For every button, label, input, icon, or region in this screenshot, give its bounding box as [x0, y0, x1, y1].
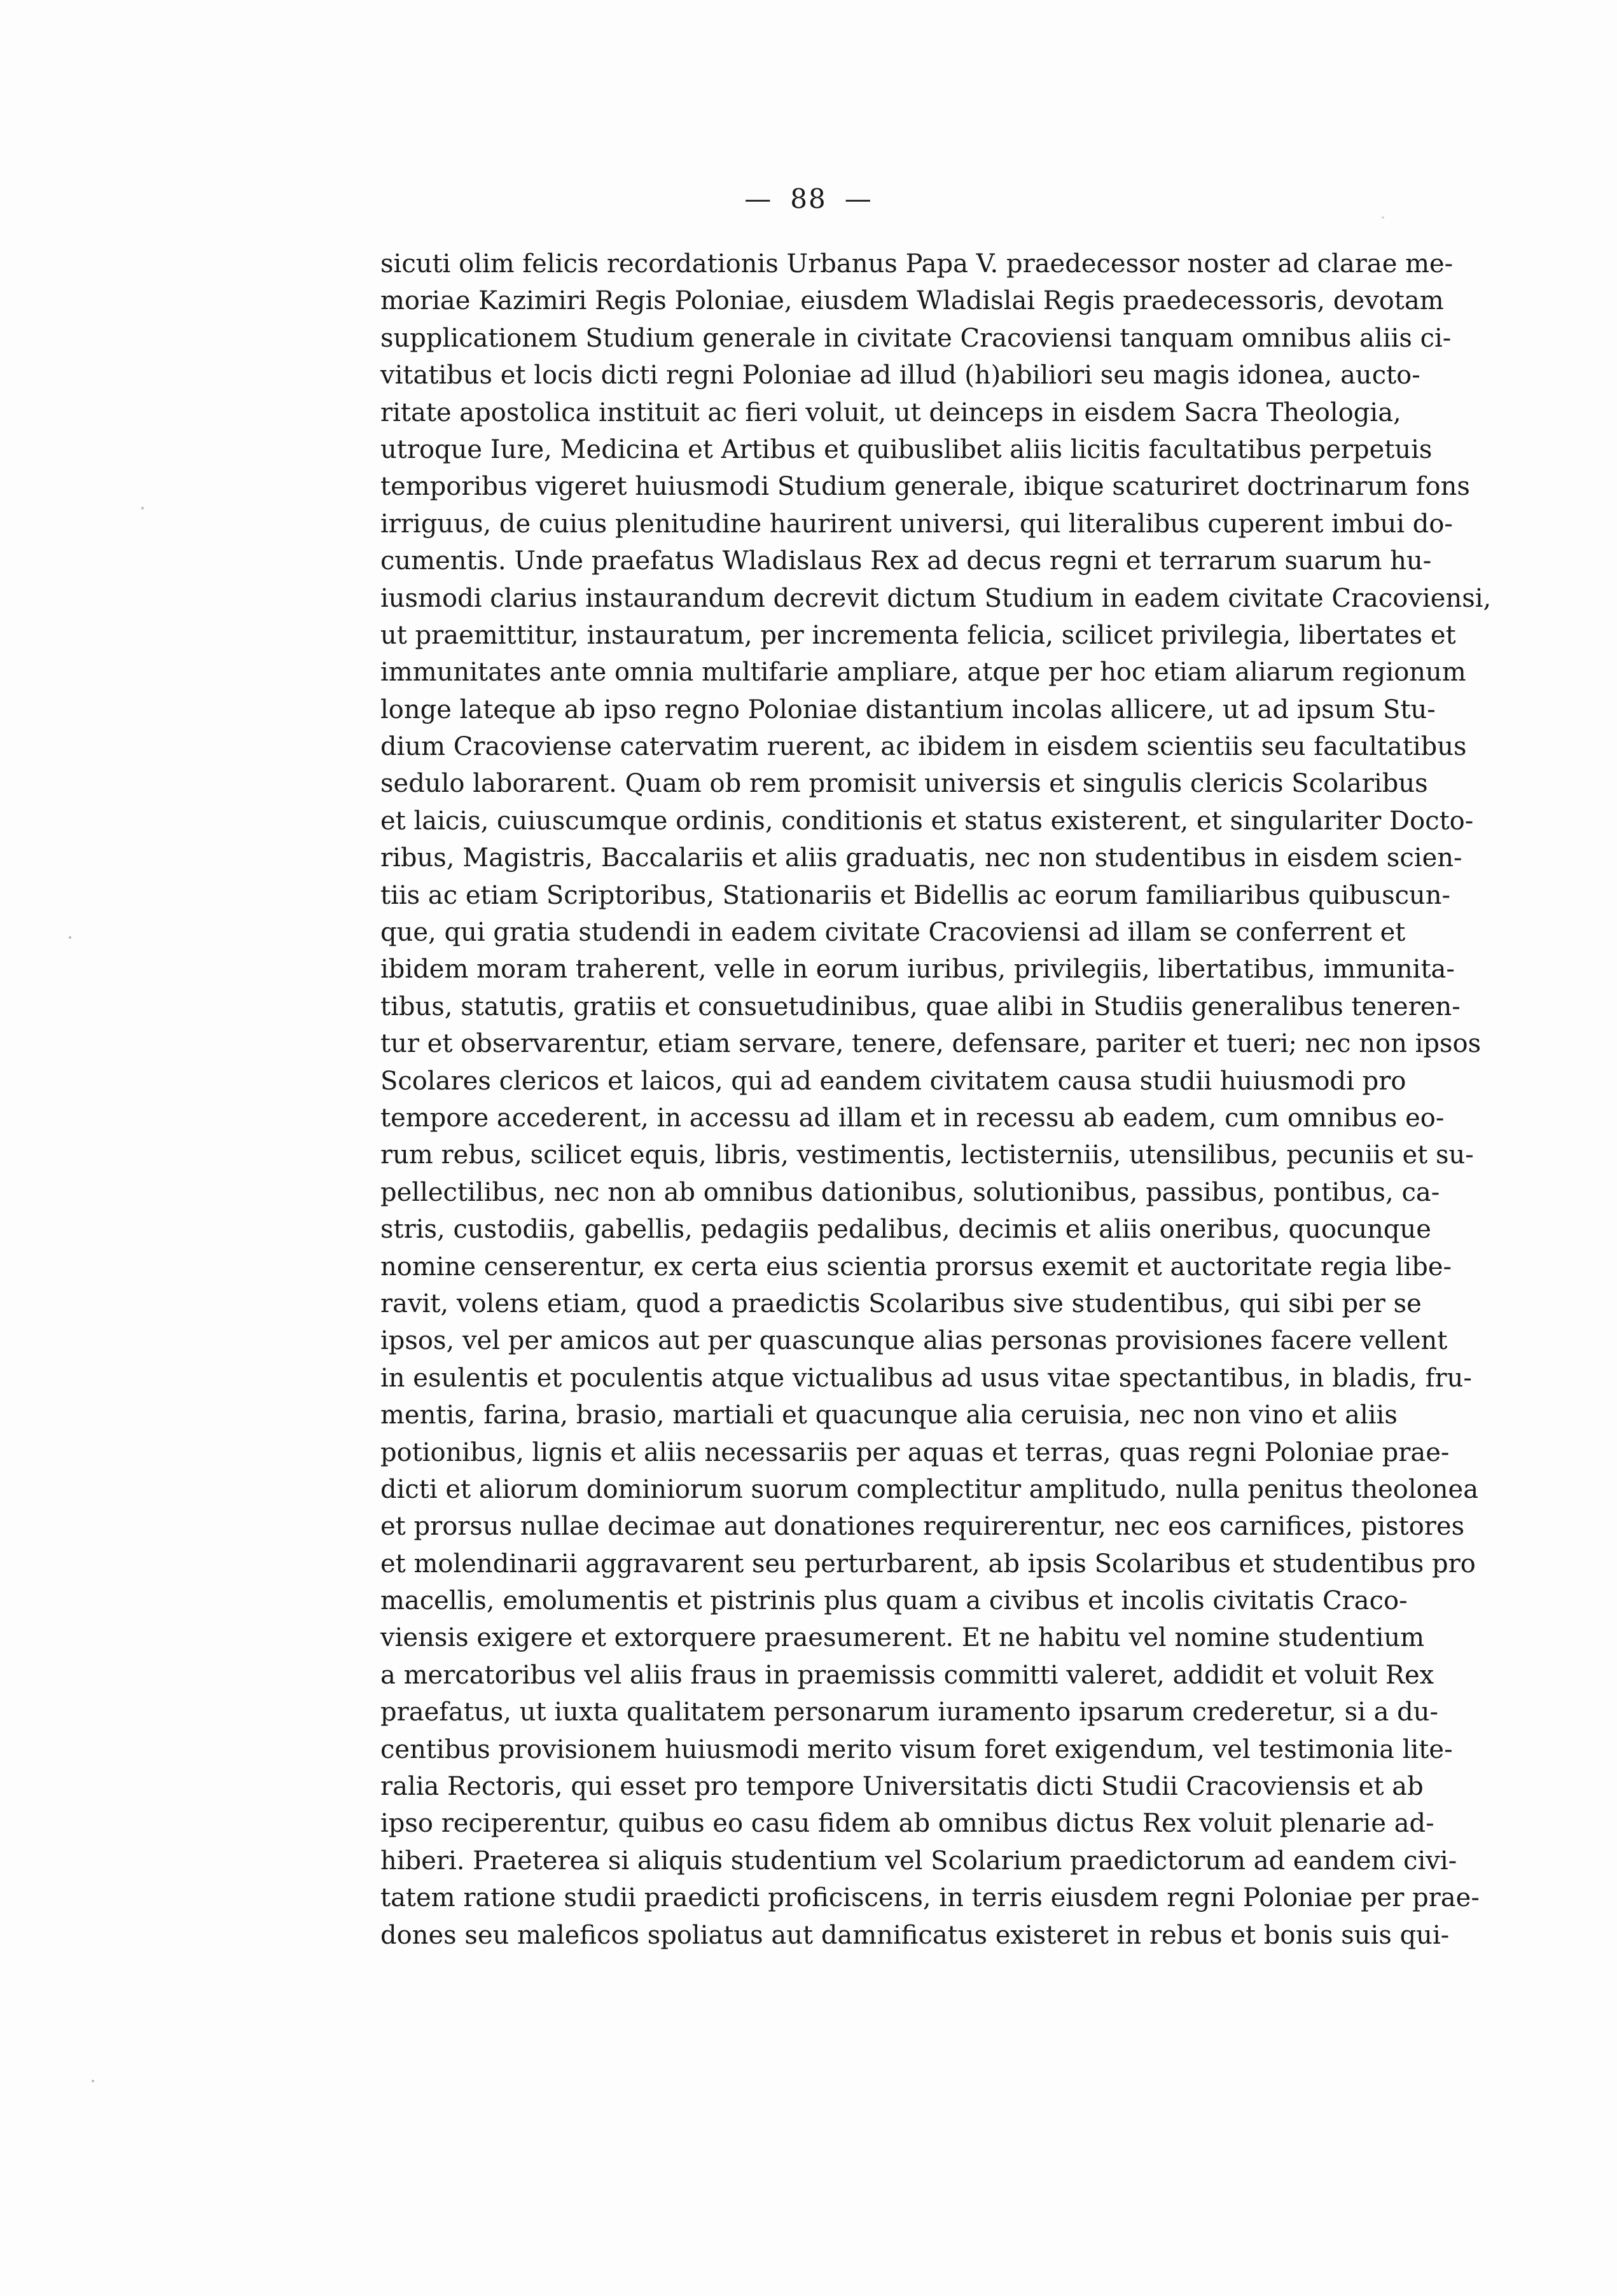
text-line: sedulo laborarent. Quam ob rem promisit universis et singulis clericis Scolaribus — [380, 769, 1428, 799]
text-line: nomine censerentur, ex certa eius scientia prorsus exemit et auctoritate regia libe- — [380, 1252, 1452, 1282]
text-line: et laicis, cuiuscumque ordinis, conditionis et status existerent, et singulariter Docto- — [380, 806, 1474, 836]
text-line: centibus provisionem huiusmodi merito visum foret exigendum, vel testimonia lite- — [380, 1734, 1453, 1764]
text-line: stris, custodiis, gabellis, pedagiis pedalibus, decimis et aliis oneribus, quocunque — [380, 1215, 1431, 1245]
scan-speck — [69, 936, 71, 939]
text-line: immunitates ante omnia multifarie ampliare, atque per hoc etiam aliarum regionum — [380, 658, 1466, 688]
scan-speck — [141, 507, 144, 509]
page-number-dash-right: — — [844, 183, 873, 214]
text-line: Scolares clericos et laicos, qui ad eandem civitatem causa studii huiusmodi pro — [380, 1066, 1406, 1096]
text-line: tatem ratione studii praedicti proficiscens, in terris eiusdem regni Poloniae per prae- — [380, 1883, 1480, 1913]
text-line: tur et observarentur, etiam servare, tenere, defensare, pariter et tueri; nec non ipsos — [380, 1029, 1482, 1059]
body-text — [380, 246, 1492, 1954]
text-line: tempore accederent, in accessu ad illam et in recessu ab eadem, cum omnibus eo- — [380, 1103, 1445, 1133]
text-line: mentis, farina, brasio, martiali et quacunque alia ceruisia, nec non vino et aliis — [380, 1400, 1398, 1430]
text-line: vitatibus et locis dicti regni Poloniae ad illud (h)abiliori seu magis idonea, aucto- — [380, 361, 1420, 391]
text-line: dones seu maleficos spoliatus aut damnificatus existeret in rebus et bonis suis qui- — [380, 1920, 1450, 1950]
text-line: a mercatoribus vel aliis fraus in praemissis committi valeret, addidit et voluit Rex — [380, 1660, 1434, 1690]
text-line: praefatus, ut iuxta qualitatem personarum iuramento ipsarum crederetur, si a du- — [380, 1698, 1439, 1727]
text-line: cumentis. Unde praefatus Wladislaus Rex ad decus regni et terrarum suarum hu- — [380, 546, 1432, 576]
text-line: longe lateque ab ipso regno Poloniae distantium incolas allicere, ut ad ipsum Stu- — [380, 695, 1436, 724]
text-line: hiberi. Praeterea si aliquis studentium vel Scolarium praedictorum ad eandem civi- — [380, 1846, 1457, 1876]
text-line: ritate apostolica instituit ac fieri voluit, ut deinceps in eisdem Sacra Theologia, — [380, 398, 1401, 427]
text-line: ipso reciperentur, quibus eo casu fidem ab omnibus dictus Rex voluit plenarie ad- — [380, 1809, 1434, 1839]
text-line: ralia Rectoris, qui esset pro tempore Universitatis dicti Studii Cracoviensis et ab — [380, 1772, 1424, 1802]
text-line: ribus, Magistris, Baccalariis et aliis graduatis, nec non studentibus in eisdem scien- — [380, 843, 1462, 873]
text-line: pellectilibus, nec non ab omnibus dationibus, solutionibus, passibus, pontibus, ca- — [380, 1177, 1440, 1207]
scan-speck — [92, 2080, 94, 2082]
text-line: moriae Kazimiri Regis Poloniae, eiusdem Wladislai Regis praedecessoris, devotam — [380, 286, 1444, 316]
page-number-dash-left: — — [744, 183, 773, 214]
text-line: temporibus vigeret huiusmodi Studium generale, ibique scaturiret doctrinarum fons — [380, 472, 1470, 502]
text-line: iusmodi clarius instaurandum decrevit dictum Studium in eadem civitate Cracoviensi, — [380, 583, 1492, 613]
text-line: irriguus, de cuius plenitudine haurirent universi, qui literalibus cuperent imbui do- — [380, 509, 1453, 539]
text-line: tiis ac etiam Scriptoribus, Stationariis et Bidellis ac eorum familiaribus quibuscun- — [380, 880, 1451, 910]
page-number-value: 88 — [790, 183, 827, 214]
text-line: potionibus, lignis et aliis necessariis per aquas et terras, quas regni Poloniae prae- — [380, 1437, 1450, 1467]
text-line: rum rebus, scilicet equis, libris, vestimentis, lectisterniis, utensilibus, pecuniis et su- — [380, 1140, 1474, 1170]
scan-speck — [1382, 216, 1384, 219]
text-line: dicti et aliorum dominiorum suorum complectitur amplitudo, nulla penitus theolonea — [380, 1474, 1479, 1504]
text-line: tibus, statutis, gratiis et consuetudinibus, quae alibi in Studiis generalibus teneren- — [380, 992, 1461, 1021]
text-line: ravit, volens etiam, quod a praedictis Scolaribus sive studentibus, qui sibi per se — [380, 1289, 1422, 1318]
text-line: ibidem moram traherent, velle in eorum iuribus, privilegiis, libertatibus, immunita- — [380, 955, 1455, 985]
text-line: macellis, emolumentis et pistrinis plus quam a civibus et incolis civitatis Craco- — [380, 1586, 1408, 1616]
page-number — [0, 183, 1617, 214]
text-line: et molendinarii aggravarent seu perturbarent, ab ipsis Scolaribus et studentibus pro — [380, 1549, 1476, 1579]
text-line: dium Cracoviense catervatim ruerent, ac ibidem in eisdem scientiis seu facultatibus — [380, 732, 1467, 762]
text-line: viensis exigere et extorquere praesumerent. Et ne habitu vel nomine studentium — [380, 1623, 1425, 1653]
text-line: supplicationem Studium generale in civitate Cracoviensi tanquam omnibus aliis ci- — [380, 323, 1452, 353]
text-line: que, qui gratia studendi in eadem civitate Cracoviensi ad illam se conferrent et — [380, 918, 1406, 948]
text-line: sicuti olim felicis recordationis Urbanus Papa V. praedecessor noster ad clarae me- — [380, 249, 1454, 279]
text-line: utroque Iure, Medicina et Artibus et quibuslibet aliis licitis facultatibus perpetuis — [380, 434, 1433, 464]
text-line: in esulentis et poculentis atque victualibus ad usus vitae spectantibus, in bladis, fru- — [380, 1363, 1472, 1393]
text-line: ipsos, vel per amicos aut per quascunque alias personas provisiones facere vellent — [380, 1326, 1448, 1356]
text-line: et prorsus nullae decimae aut donationes requirerentur, nec eos carnifices, pistores — [380, 1512, 1465, 1542]
text-line: ut praemittitur, instauratum, per incrementa felicia, scilicet privilegia, libertates et — [380, 620, 1456, 650]
